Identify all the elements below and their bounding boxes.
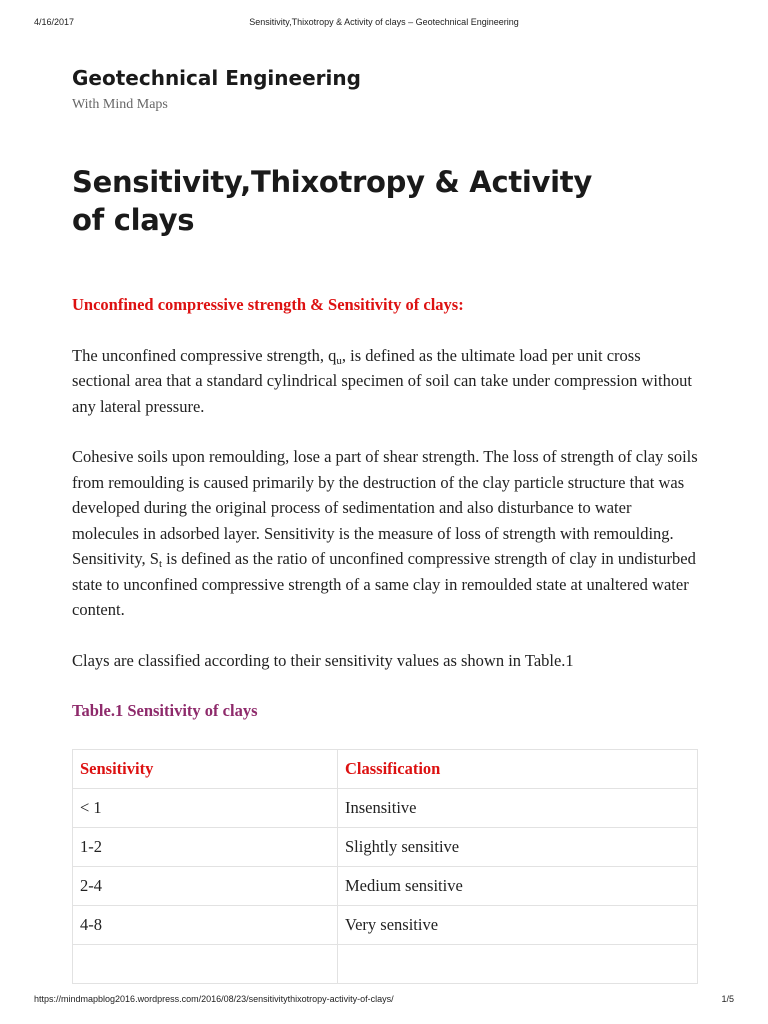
cell-sensitivity: 1-2 <box>73 827 338 866</box>
cell-classification: Medium sensitive <box>338 866 698 905</box>
print-date: 4/16/2017 <box>34 17 75 27</box>
table-row <box>73 827 698 866</box>
table-row <box>73 788 698 827</box>
cell-classification: Slightly sensitive <box>338 827 698 866</box>
table-row <box>73 866 698 905</box>
print-page-title: Sensitivity,Thixotropy & Activity of clays – Geotechnical Engineering <box>249 17 519 27</box>
paragraph-text: is defined as the ratio of unconfined compressive strength of clay in undisturbed state to unconfined compressive strength of a same clay in remoulded state at unaltered water content. <box>72 549 696 619</box>
print-page-number: 1/5 <box>721 994 734 1004</box>
site-title[interactable]: Geotechnical Engineering <box>72 66 361 90</box>
paragraph-classification-intro: Clays are classified according to their sensitivity values as shown in Table.1 <box>72 650 574 670</box>
section-heading: Unconfined compressive strength & Sensitivity of clays: <box>72 295 464 314</box>
sensitivity-table <box>72 749 698 984</box>
cell-classification <box>338 944 698 983</box>
post-content <box>72 292 698 984</box>
cell-classification: Insensitive <box>338 788 698 827</box>
paragraph-text: Cohesive soils upon remoulding, lose a part of shear strength. The loss of strength of clay soils from remoulding is caused primarily by the destruction of the clay particle structure that was developed during the original process of sedimentation and also disturbance to water molecules in adsorbed layer. Sensitivity is the measure of loss of strength with remoulding. Sensitivity, S <box>72 447 698 568</box>
paragraph-sensitivity <box>72 444 698 623</box>
table-row <box>73 944 698 983</box>
cell-sensitivity: 4-8 <box>73 905 338 944</box>
cell-classification: Very sensitive <box>338 905 698 944</box>
paragraph-text: The unconfined compressive strength, q <box>72 345 337 365</box>
subscript: u <box>336 354 342 367</box>
cell-sensitivity: < 1 <box>73 788 338 827</box>
table-caption: Table.1 Sensitivity of clays <box>72 701 258 720</box>
paragraph-ucs-definition <box>72 343 698 420</box>
subscript: t <box>158 558 163 570</box>
header-sensitivity: Sensitivity <box>73 749 338 788</box>
post-title: Sensitivity,Thixotropy & Activity of clays <box>72 165 592 237</box>
table-header-row <box>73 749 698 788</box>
paragraph-text: , is defined as the ultimate load per unit cross sectional area that a standard cylindrical specimen of soil can take under compression without any lateral pressure. <box>72 345 692 416</box>
site-tagline: With Mind Maps <box>72 97 168 112</box>
cell-sensitivity: 2-4 <box>73 866 338 905</box>
print-url[interactable]: https://mindmapblog2016.wordpress.com/2016/08/23/sensitivitythixotropy-activity-of-clays/ <box>34 994 394 1004</box>
table-row <box>73 905 698 944</box>
cell-sensitivity <box>73 944 338 983</box>
header-classification: Classification <box>338 749 698 788</box>
